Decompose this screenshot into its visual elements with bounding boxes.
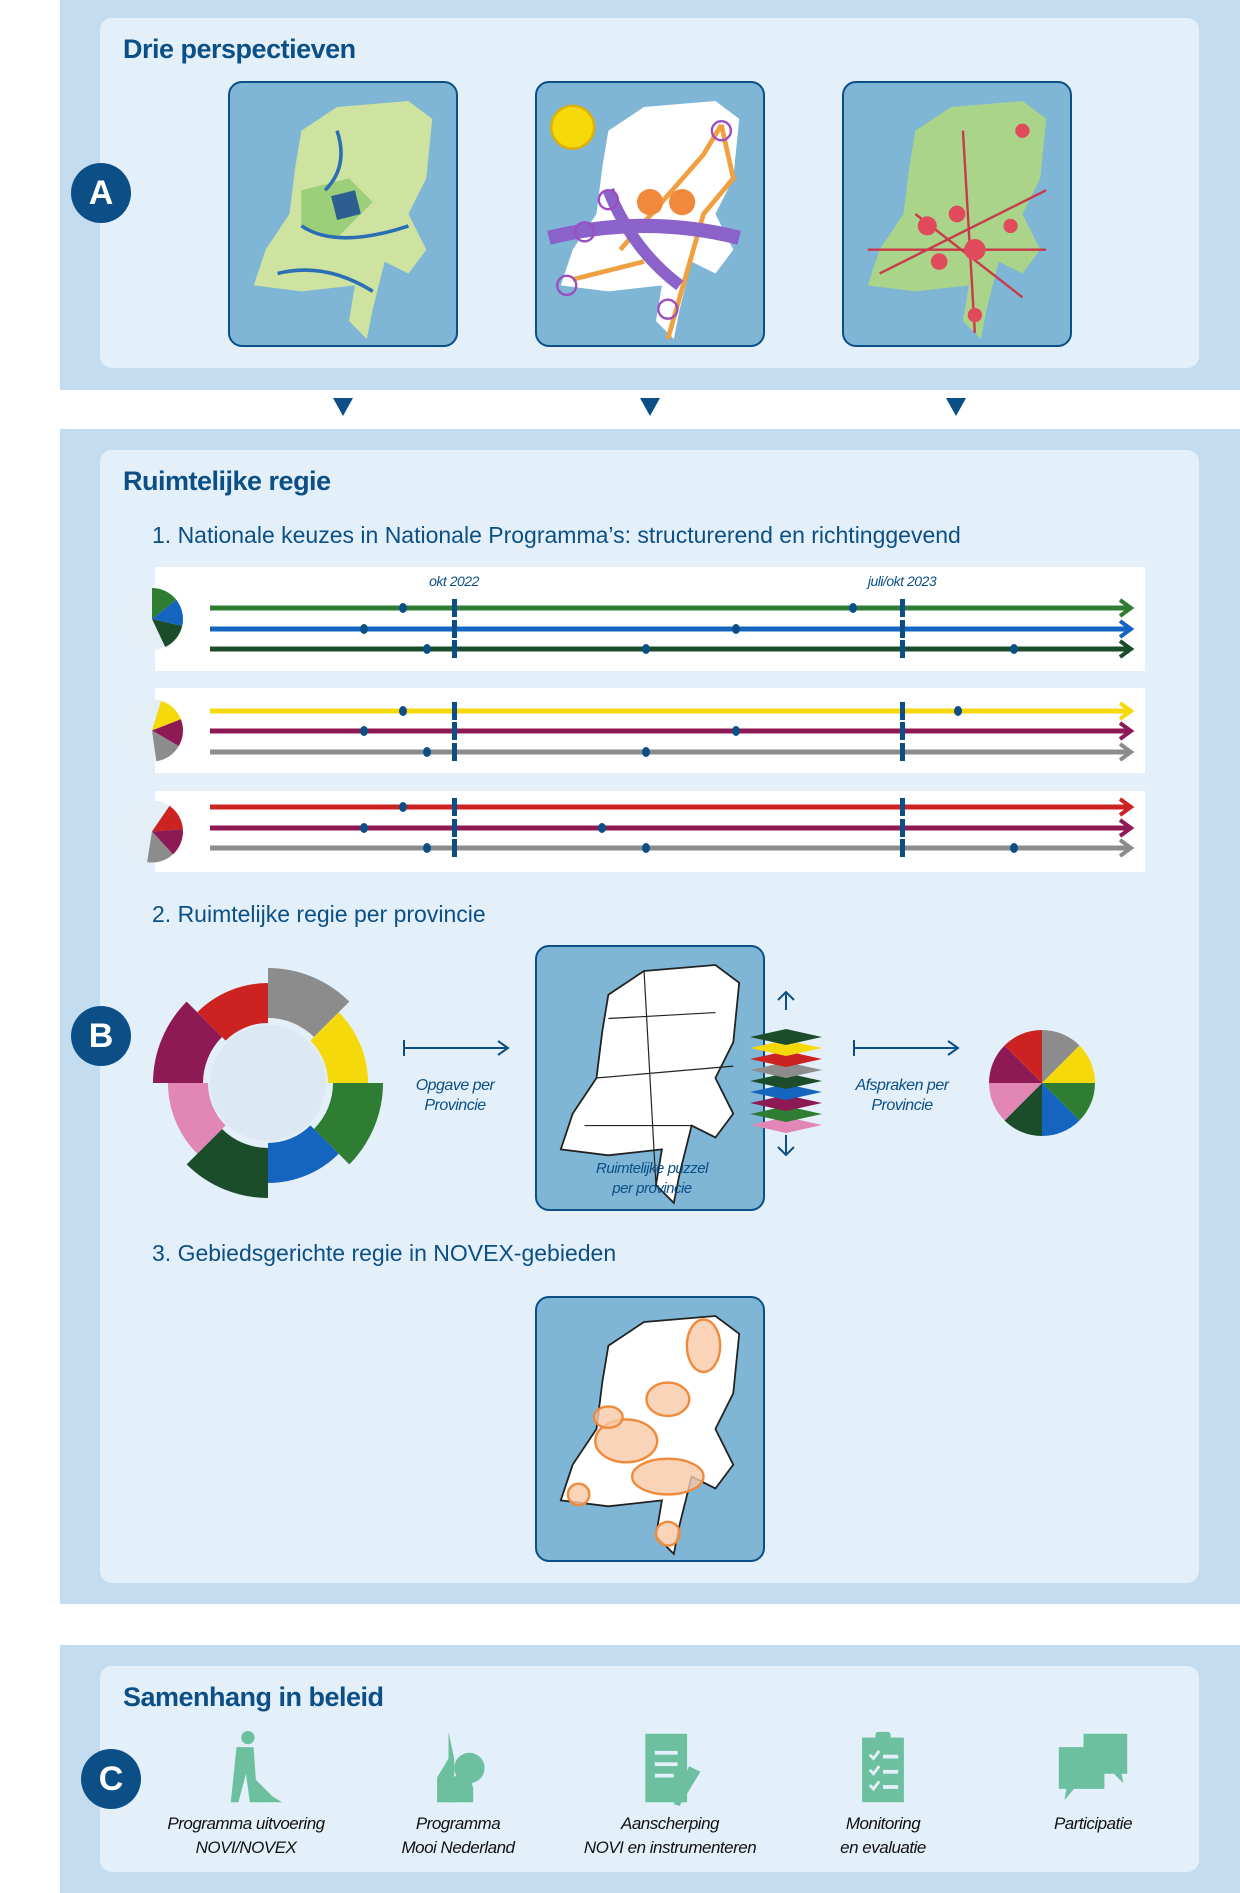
- timeline-dot: [849, 603, 857, 613]
- exploded-province-wheel: [148, 963, 388, 1203]
- milestone-tick: [900, 819, 905, 837]
- milestone-juli-okt-2023: juli/okt 2023: [867, 573, 937, 589]
- timeline-dot: [598, 823, 606, 833]
- milestone-tick: [452, 620, 457, 638]
- badge-c: C: [81, 1749, 141, 1809]
- badge-b: B: [71, 1006, 131, 1066]
- policy-item-line1: Programma uitvoering: [167, 1814, 325, 1833]
- badge-a: A: [71, 163, 131, 223]
- policy-item-label: [136, 1812, 356, 1860]
- milestone-tick: [452, 599, 457, 617]
- puzzel-line1: Ruimtelijke puzzel: [596, 1160, 708, 1177]
- section-a-title: Drie perspectieven: [123, 34, 356, 64]
- step1-heading: 1. Nationale keuzes in Nationale Programma’s: structurerend en richtinggevend: [152, 522, 961, 548]
- milestone-tick: [452, 819, 457, 837]
- arrow-opgave: [402, 1038, 512, 1058]
- timeline-dot: [399, 706, 407, 716]
- puzzel-label: [547, 1159, 757, 1199]
- afspraken-line1: Afspraken per: [855, 1077, 949, 1094]
- opgave-label: [395, 1076, 515, 1116]
- national-program-timelines: [0, 0, 1240, 900]
- milestone-tick: [900, 722, 905, 740]
- policy-item-label: [348, 1812, 568, 1860]
- timeline-dot: [642, 843, 650, 853]
- timeline-dot: [1010, 843, 1018, 853]
- province-agreements-pie: [987, 1028, 1097, 1138]
- checklist-clipboard-icon: [843, 1730, 923, 1806]
- milestone-tick: [900, 798, 905, 816]
- timeline-dot: [423, 644, 431, 654]
- timeline-dot: [360, 624, 368, 634]
- policy-item-label: [983, 1812, 1203, 1836]
- policy-item-label: [773, 1812, 993, 1860]
- church-tree-icon: [418, 1730, 498, 1806]
- milestone-tick: [900, 702, 905, 720]
- milestone-tick: [900, 620, 905, 638]
- timeline-dot: [954, 706, 962, 716]
- puzzel-line2: per provincie: [612, 1180, 692, 1197]
- policy-item-line1: Participatie: [1053, 1814, 1133, 1833]
- milestone-tick: [452, 839, 457, 857]
- timeline-dot: [399, 802, 407, 812]
- timeline-dot: [732, 726, 740, 736]
- arrow-afspraken: [852, 1038, 962, 1058]
- worker-shovel-icon: [206, 1730, 286, 1806]
- timeline-dot: [360, 823, 368, 833]
- opgave-line1: Opgave per: [415, 1077, 495, 1094]
- afspraken-label: [842, 1076, 962, 1116]
- policy-item-line1: Aanscherping: [621, 1814, 719, 1833]
- afspraken-line2: Provincie: [871, 1097, 933, 1114]
- document-pen-icon: [630, 1730, 710, 1806]
- milestone-tick: [900, 599, 905, 617]
- policy-item-line2: en evaluatie: [840, 1838, 926, 1857]
- milestone-tick: [452, 722, 457, 740]
- timeline-dot: [423, 747, 431, 757]
- milestone-okt-2022: okt 2022: [429, 573, 479, 589]
- timeline-dot: [399, 603, 407, 613]
- timeline-dot: [642, 644, 650, 654]
- speech-bubbles-icon: [1053, 1730, 1133, 1806]
- milestone-tick: [452, 702, 457, 720]
- timeline-dot: [642, 747, 650, 757]
- map-novex-areas: [535, 1296, 765, 1562]
- milestone-tick: [452, 798, 457, 816]
- layer-stack: [746, 990, 826, 1160]
- timeline-dot: [360, 726, 368, 736]
- policy-item-line1: Programma: [415, 1814, 501, 1833]
- timeline-dot: [732, 624, 740, 634]
- policy-item-line1: Monitoring: [845, 1814, 921, 1833]
- policy-item-line2: Mooi Nederland: [401, 1838, 515, 1857]
- milestone-tick: [900, 743, 905, 761]
- policy-item-line2: NOVI/NOVEX: [195, 1838, 297, 1857]
- timeline-row: [155, 567, 1145, 671]
- timeline-row: [155, 791, 1145, 872]
- policy-item-label: [560, 1812, 780, 1860]
- timeline-dot: [1010, 644, 1018, 654]
- section-c-title: Samenhang in beleid: [123, 1682, 384, 1712]
- step3-heading: 3. Gebiedsgerichte regie in NOVEX-gebieden: [152, 1240, 617, 1266]
- milestone-tick: [900, 640, 905, 658]
- milestone-tick: [452, 640, 457, 658]
- timeline-dot: [423, 843, 431, 853]
- milestone-tick: [452, 743, 457, 761]
- milestone-tick: [900, 839, 905, 857]
- section-b-title: Ruimtelijke regie: [123, 466, 331, 496]
- layer-darkgreen: [750, 1029, 822, 1045]
- policy-item-line2: NOVI en instrumenteren: [583, 1838, 757, 1857]
- map-province-puzzle: [535, 945, 765, 1211]
- wheel-center: [210, 1025, 326, 1141]
- opgave-line2: Provincie: [424, 1097, 486, 1114]
- step2-heading: 2. Ruimtelijke regie per provincie: [152, 901, 486, 927]
